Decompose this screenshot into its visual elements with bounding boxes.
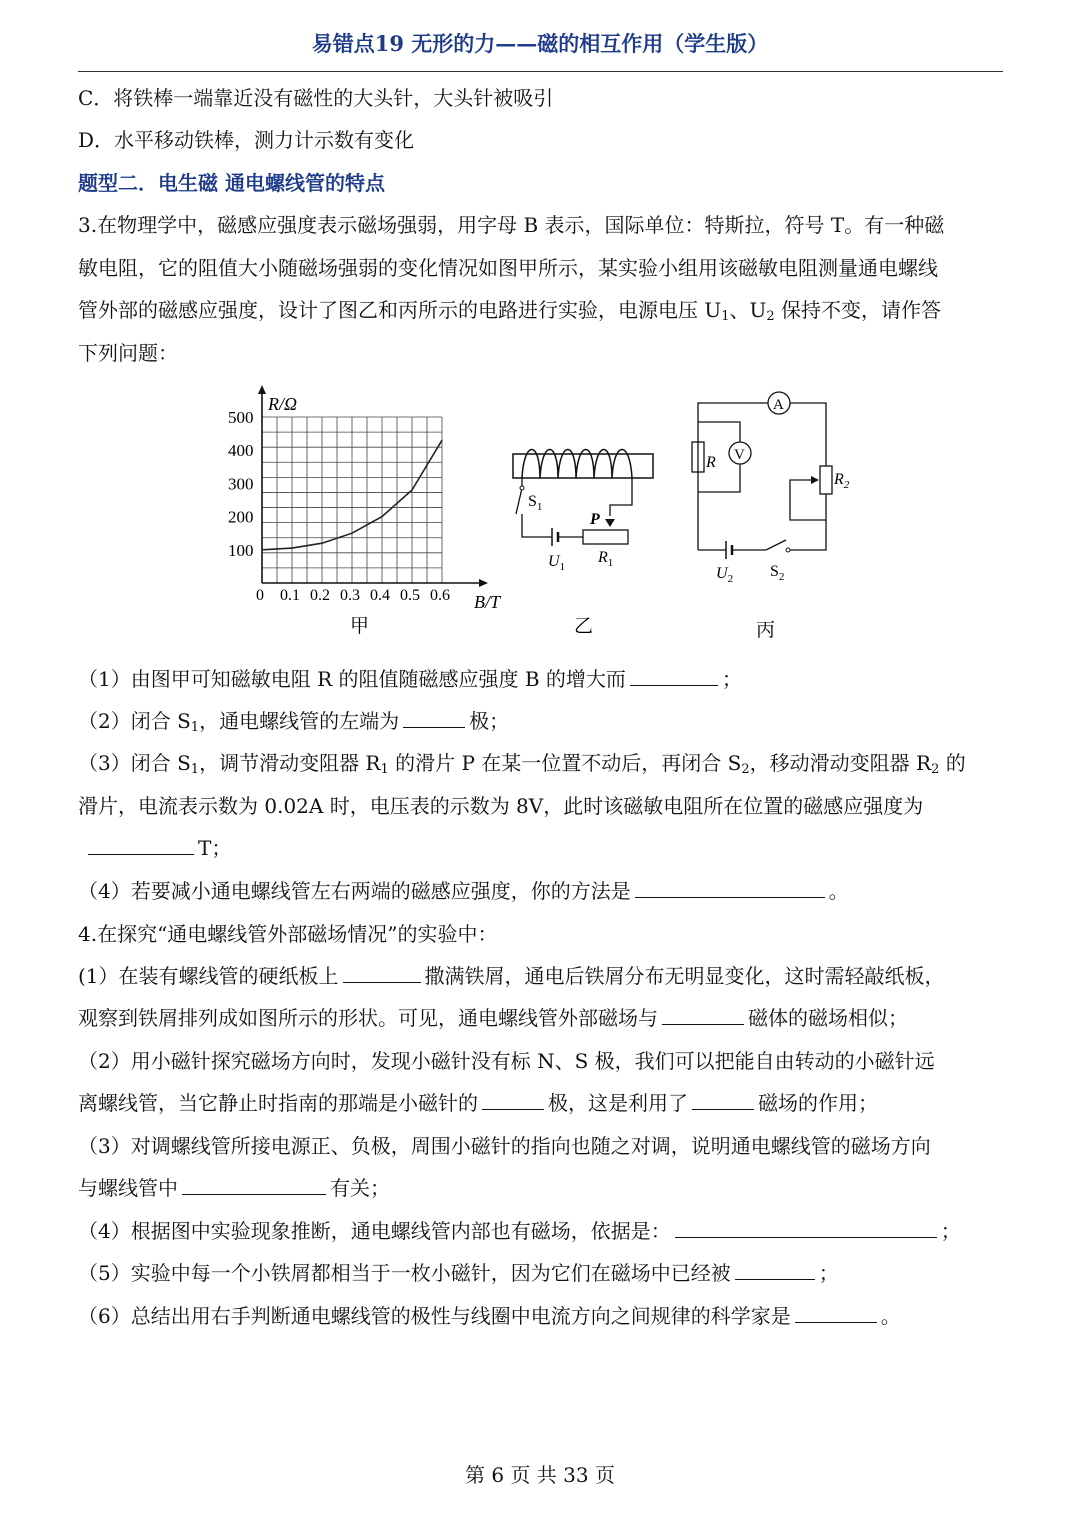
label-r1: $R_1$ [598,549,614,569]
section-title: 题型二．电生磁 通电螺线管的特点 [78,171,385,195]
circuit-yi [513,450,653,638]
x-tick-label: 0.6 [430,587,450,604]
y-tick-label: 300 [228,474,254,494]
graph-caption: 甲 [350,616,370,637]
q3-line2: 敏电阻，它的阻值大小随磁场强弱的变化情况如图甲所示，某实验小组用该磁敏电阻测量通电螺线 [78,256,938,280]
x-tick-label: 0.4 [370,587,390,604]
answer-blank-q3-2[interactable] [403,707,465,728]
rheostat-r1 [583,530,628,544]
label-s2: $S_2$ [770,563,785,583]
wire-top-right [790,403,826,466]
switch-s2-contact [786,548,790,552]
q3-part1: （1）由图甲可知磁敏电阻 R 的阻值随磁感应强度 B 的增大而 ； [78,667,742,691]
q3-line1: 3.在物理学中，磁感应强度表示磁场强弱，用字母 B 表示，国际单位：特斯拉，符号 T。有一种磁 [78,213,945,237]
q3-part3-line3: T； [88,834,231,862]
wire-bottom-right [790,520,826,550]
answer-blank-q4-1a[interactable] [343,962,421,983]
answer-blank-q4-2a[interactable] [482,1089,544,1110]
option-d: D．水平移动铁棒，测力计示数有变化 [78,128,415,152]
q3-part2: （2）闭合 $S_1$，通电螺线管的左端为 极； [78,709,510,735]
label-u1: $U_1$ [548,553,566,573]
q4-part4: （4）根据图中实验现象推断，通电螺线管内部也有磁场，依据是： ； [78,1219,961,1243]
figures [0,380,1080,650]
label-r: R [706,454,716,471]
q4-part1: (1）在装有螺线管的硬纸板上 撒满铁屑，通电后铁屑分布无明显变化，这时需轻敲纸板， [78,964,945,988]
x-axis-label: B/T [474,592,501,612]
q3-part4: （4）若要减小通电螺线管左右两端的磁感应强度，你的方法是 。 [78,879,849,903]
q3-part3-line2: 滑片，电流表示数为 0.02A 时，电压表的示数为 8V，此时该磁敏电阻所在位置的磁感应强度为 [78,794,924,818]
q4-part1-line2: 观察到铁屑排列成如图所示的形状。可见，通电螺线管外部磁场与 磁体的磁场相似； [78,1006,908,1030]
answer-blank-q4-3[interactable] [182,1174,326,1195]
wire-bottom [522,514,552,537]
answer-blank-q4-6[interactable] [795,1302,877,1323]
label-r2: $R_2$ [834,471,850,491]
answer-blank-q4-5[interactable] [735,1259,815,1280]
q4-intro: 4.在探究“通电螺线管外部磁场情况”的实验中： [78,922,498,946]
answer-blank-q4-2b[interactable] [692,1089,754,1110]
y-axis-arrow [258,385,266,394]
y-tick-label: 400 [228,441,254,461]
wire-right [610,478,632,516]
circuit-yi-caption: 乙 [574,616,594,637]
ammeter-label: A [773,397,784,413]
graph-grid [262,417,442,583]
page-footer: 第 6 页 共 33 页 [465,1463,615,1487]
y-tick-label: 200 [228,507,254,527]
q4-part3: （3）对调螺线管所接电源正、负极，周围小磁针的指向也随之对调，说明通电螺线管的磁场方向 [78,1134,931,1158]
switch-s1 [516,488,522,514]
option-c: C．将铁棒一端靠近没有磁性的大头针，大头针被吸引 [78,86,554,110]
switch-s1-pivot [520,486,524,490]
slider-arrow [811,476,819,484]
x-tick-label: 0.2 [310,587,330,604]
circuit-bing [692,392,850,641]
graph-jia [228,385,502,637]
x-tick-label: 0.1 [280,587,300,604]
circuit-bing-caption: 丙 [756,620,776,641]
x-tick-label: 0.5 [400,587,420,604]
origin-label: 0 [256,587,264,604]
q4-part6: （6）总结出用右手判断通电螺线管的极性与线圈中电流方向之间规律的科学家是 。 [78,1304,901,1328]
answer-blank-q4-4[interactable] [675,1217,937,1238]
page-header-title: 易错点19 无形的力——磁的相互作用（学生版） [311,31,769,56]
q3-line3: 管外部的磁感应强度，设计了图乙和丙所示的电路进行实验，电源电压 $U_1$、$U_2$ 保持不变，请作答 [78,298,941,324]
label-u2: $U_2$ [716,565,734,585]
y-tick-label: 100 [228,540,254,560]
voltmeter-label: V [734,447,745,463]
q3-line4: 下列问题： [78,341,178,365]
switch-s2 [766,540,786,550]
header-divider [78,71,1003,72]
q3-part3: （3）闭合 $S_1$，调节滑动变阻器 $R_1$ 的滑片 P 在某一位置不动后，再闭合 $S_2$，移动滑动变阻器 $R_2$ 的 [78,751,966,777]
q4-part5: （5）实验中每一个小铁屑都相当于一枚小磁针，因为它们在磁场中已经被 ； [78,1261,839,1285]
q4-part2: （2）用小磁针探究磁场方向时，发现小磁针没有标 N、S 极，我们可以把能自由转动的小磁针远 [78,1049,935,1073]
q4-part3-line2: 与螺线管中 有关； [78,1176,390,1200]
x-axis-arrow [479,579,488,587]
slider-p [605,519,615,527]
y-tick-label: 500 [228,408,254,427]
answer-blank-q3-3[interactable] [88,834,194,855]
answer-blank-q4-1b[interactable] [662,1004,744,1025]
y-axis-label: R/Ω [268,394,298,414]
x-tick-label: 0.3 [340,587,360,604]
label-p: P [590,511,600,528]
rheostat-r2 [820,466,832,494]
q4-part2-line2: 离螺线管，当它静止时指南的那端是小磁针的 极，这是利用了 磁场的作用； [78,1091,878,1115]
voltmeter-wire-top [698,422,740,442]
answer-blank-q3-1[interactable] [630,665,718,686]
answer-blank-q3-4[interactable] [635,877,825,898]
label-s1: $S_1$ [528,493,543,513]
